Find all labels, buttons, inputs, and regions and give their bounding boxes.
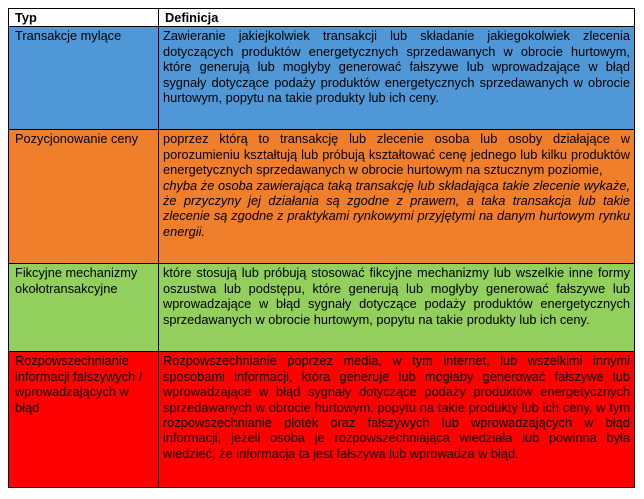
definition-text: które stosują lub próbują stosować fikcyjne mechanizmy lub wszelkie inne formy oszustwa lub podstępu, które generują lub mogłyby generować fałszywe lub wprowadzające w błąd sygnały dotyczące podaży produktów energetycznych sprzedawanych w obrocie hurtowym, popytu na takie produkty lub ich ceny. [163,265,630,327]
header-type: Typ [9,9,159,27]
definition-text: Zawieranie jakiejkolwiek transakcji lub składanie jakiegokolwiek zlecenia dotyczących produktów energetycznych sprzedawanych w obrocie hurtowym, które generują lub mogłyby generować fałszywe lub wprowadzające w błąd sygnały dotyczące podaży produktów energetycznych sprzedawanych w obrocie hurtowym, popytu na takie produkty lub ich ceny. [163,28,630,106]
row-definition [159,130,635,264]
row-definition [159,27,635,130]
table-row [9,130,635,264]
row-type: Rozpowszechnianie informacji fałszywych / wprowadzających w błąd [9,352,159,488]
row-type: Pozycjonowanie ceny [9,130,159,264]
definition-text: poprzez którą to transakcję lub zlecenie osoba lub osoby działające w porozumieniu kształtują lub próbują kształtować cenę jednego lub kilku produktów energetycznych sprzedawanych w obrocie hurtowym na sztucznym poziomie, [163,131,630,178]
table-header-row [9,9,635,27]
row-definition [159,352,635,488]
definition-text: Rozpowszechnianie poprzez media, w tym internet, lub wszelkimi innymi sposobami informacji, która generuje lub mogłaby generować fałszywe lub wprowadzające w błąd sygnały dotyczące podaży produktów energetycznych sprzedawanych w obrocie hurtowym, popytu na takie produkty lub ich ceny, w tym rozpowszechnianie plotek oraz fałszywych lub wprowadzających w błąd informacji, jeżeli osoba je rozpowszechniająca wiedziała lub powinna była wiedzieć, że informacja ta jest fałszywa lub wprowadza w błąd. [163,353,630,461]
row-type: Fikcyjne mechanizmy okołotransakcyjne [9,264,159,352]
definition-italic-text: chyba że osoba zawierająca taką transakcję lub składająca takie zlecenie wykaże, że przyczyny jej działania są zgodne z prawem, a taka transakcja lub takie zlecenie są zgodne z praktykami rynkowymi przyjętymi na danym hurtowym rynku energii. [163,177,630,239]
header-definition: Definicja [159,9,635,27]
row-definition [159,264,635,352]
table-row [9,27,635,130]
row-type: Transakcje mylące [9,27,159,130]
table-row [9,264,635,352]
table-row [9,352,635,488]
definitions-table [8,8,635,488]
